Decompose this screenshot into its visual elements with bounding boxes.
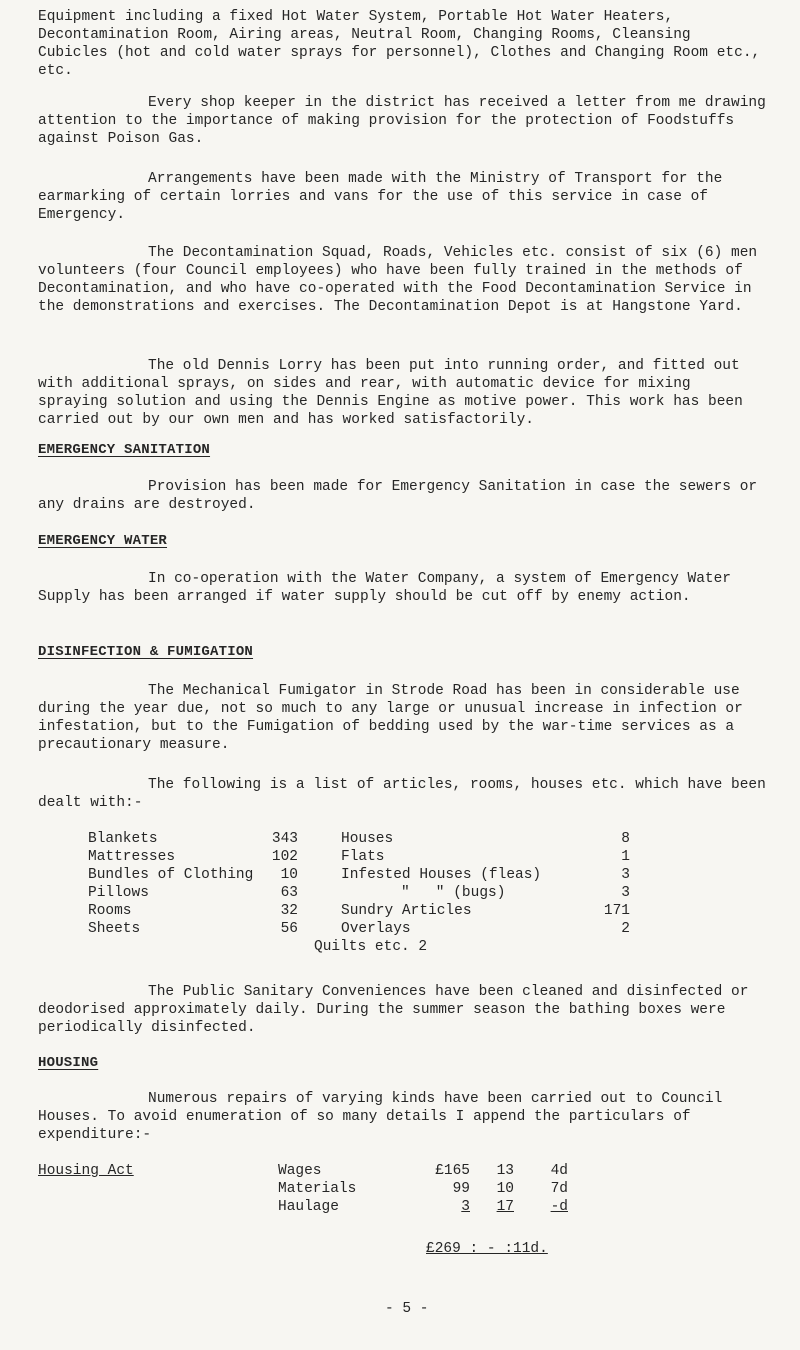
- article-count: 32: [280, 903, 298, 919]
- quilts-line: Quilts etc. 2: [314, 939, 428, 955]
- expenditure-shillings: [474, 1162, 514, 1216]
- list-intro-text: The following is a list of articles, rooms, houses etc. which have been dealt with:-: [38, 777, 766, 811]
- expenditure-pence: [528, 1162, 568, 1216]
- premises-label: Overlays: [341, 921, 411, 937]
- transport-paragraph: [38, 170, 766, 224]
- conveniences-text: The Public Sanitary Conveniences have been cleaned and disinfected or deodorised approximately daily. During the summer season the bathing boxes were periodically disinfected.: [38, 984, 749, 1036]
- expenditure-pounds-value: 99: [452, 1181, 470, 1197]
- list-intro-paragraph: [38, 776, 766, 812]
- squad-text: The Decontamination Squad, Roads, Vehicles etc. consist of six (6) men volunteers (four Council employees) who have been fully trained in the methods of Decontamination, and who have co-operated with the Food Decontamination Service in the demonstrations and exercises. The Decontamination Depot is at Hangstone Yard.: [38, 245, 758, 315]
- housing-heading: HOUSING: [38, 1055, 99, 1071]
- premises-count: 8: [621, 831, 630, 847]
- expenditure-labels: [278, 1162, 398, 1216]
- premises-count: 3: [621, 867, 630, 883]
- premises-label: Houses: [341, 831, 394, 847]
- squad-paragraph: [38, 244, 766, 316]
- article-count: 63: [280, 885, 298, 901]
- premises-label: Infested Houses (fleas): [341, 867, 542, 883]
- water-paragraph: [38, 570, 766, 606]
- shopkeepers-text: Every shop keeper in the district has received a letter from me drawing attention to the importance of making provision for the protection of Foodstuffs against Poison Gas.: [38, 95, 766, 147]
- article-label: Blankets: [88, 831, 158, 847]
- expenditure-pence-value: -d: [550, 1199, 568, 1215]
- expenditure-pence-value: 4d: [550, 1163, 568, 1179]
- expenditure-pounds-value: £165: [435, 1163, 470, 1179]
- fumigator-text: The Mechanical Fumigator in Strode Road has been in considerable use during the year due, not so much to any large or unusual increase in infection or infestation, but to the Fumigation of bedding used by the war-time services as a precautionary measure.: [38, 683, 743, 753]
- premises-count: 171: [603, 903, 630, 919]
- article-count: 10: [280, 867, 298, 883]
- expenditure-label: Materials: [278, 1181, 357, 1197]
- expenditure-label: Wages: [278, 1163, 322, 1179]
- water-text: In co-operation with the Water Company, a system of Emergency Water Supply has been arranged if water supply should be cut off by enemy action.: [38, 571, 731, 605]
- shopkeepers-paragraph: [38, 94, 766, 148]
- premises-labels: [341, 830, 581, 938]
- water-heading: EMERGENCY WATER: [38, 533, 168, 549]
- article-count: 343: [271, 831, 298, 847]
- intro-paragraph: Equipment including a fixed Hot Water System, Portable Hot Water Heaters, Decontamination Room, Airing areas, Neutral Room, Changing Rooms, Cleansing Cubicles (hot and cold water sprays for personnel), Clothes and Changing Room etc., etc.: [38, 9, 761, 79]
- lorry-text: The old Dennis Lorry has been put into running order, and fitted out with additional sprays, on sides and rear, with automatic device for mixing spraying solution and using the Dennis Engine as motive power. This work has been carried out by our own men and has worked satisfactorily.: [38, 358, 743, 428]
- expenditure-pounds: [410, 1162, 470, 1216]
- premises-counts: [590, 830, 630, 938]
- expenditure-shillings-value: 10: [496, 1181, 514, 1197]
- conveniences-paragraph: [38, 983, 766, 1037]
- article-label: Mattresses: [88, 849, 176, 865]
- sanitation-heading: EMERGENCY SANITATION: [38, 442, 211, 458]
- article-label: Rooms: [88, 903, 132, 919]
- article-label: Pillows: [88, 885, 149, 901]
- premises-count: 1: [621, 849, 630, 865]
- expenditure-pounds-value: 3: [461, 1199, 470, 1215]
- article-label: Bundles of Clothing: [88, 867, 254, 883]
- fumigator-paragraph: [38, 682, 766, 754]
- page-number: - 5 -: [385, 1301, 429, 1317]
- article-label: Sheets: [88, 921, 141, 937]
- transport-text: Arrangements have been made with the Ministry of Transport for the earmarking of certain lorries and vans for the use of this service in case of Emergency.: [38, 171, 723, 223]
- premises-label: " " (bugs): [401, 885, 506, 901]
- expenditure-total: £269 : - :11d.: [426, 1241, 548, 1257]
- lorry-paragraph: [38, 357, 766, 429]
- disinfection-heading: DISINFECTION & FUMIGATION: [38, 644, 254, 660]
- expenditure-shillings-value: 17: [496, 1199, 514, 1215]
- sanitation-paragraph: [38, 478, 766, 514]
- housing-text: Numerous repairs of varying kinds have been carried out to Council Houses. To avoid enumeration of so many details I append the particulars of expenditure:-: [38, 1091, 723, 1143]
- premises-count: 2: [621, 921, 630, 937]
- article-count: 102: [271, 849, 298, 865]
- articles-labels: [88, 830, 254, 938]
- housing-paragraph: [38, 1090, 766, 1144]
- article-count: 56: [280, 921, 298, 937]
- premises-label: Sundry Articles: [341, 903, 472, 919]
- articles-counts: [248, 830, 298, 938]
- premises-label: Flats: [341, 849, 385, 865]
- expenditure-pence-value: 7d: [550, 1181, 568, 1197]
- premises-count: 3: [621, 885, 630, 901]
- housing-act-label: Housing Act: [38, 1163, 134, 1179]
- sanitation-text: Provision has been made for Emergency Sanitation in case the sewers or any drains are destroyed.: [38, 479, 758, 513]
- expenditure-label: Haulage: [278, 1199, 339, 1215]
- expenditure-shillings-value: 13: [496, 1163, 514, 1179]
